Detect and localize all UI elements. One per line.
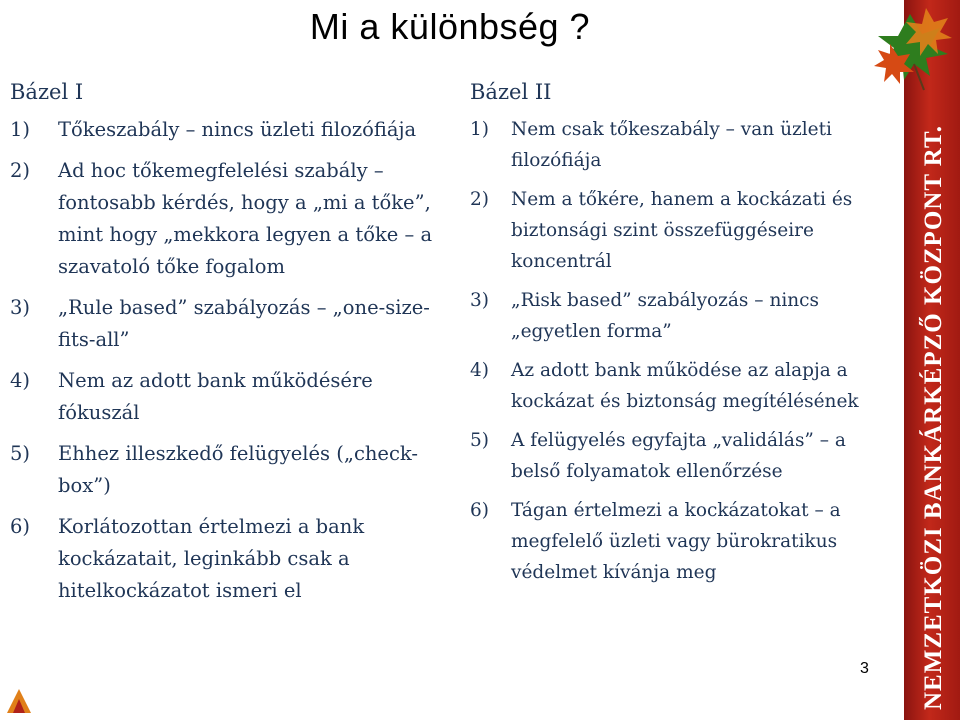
basel-1-item: [10, 114, 440, 146]
item-number: 4): [470, 360, 489, 381]
basel-2-item: [470, 184, 890, 277]
logo-icon: [4, 686, 34, 716]
item-number: 5): [10, 442, 31, 465]
item-text: A felügyelés egyfajta „validálás” – a belső folyamatok ellenőrzése: [511, 430, 846, 482]
basel-1-item: [10, 292, 440, 356]
item-text: Nem az adott bank működésére fókuszál: [58, 369, 373, 424]
item-text: Ehhez illeszkedő felügyelés („check-box”): [58, 442, 418, 497]
item-text: Tágan értelmezi a kockázatokat – a megfelelő üzleti vagy bürokratikus védelmet kívánja meg: [511, 500, 841, 583]
brand-banner: [904, 0, 960, 720]
item-number: 3): [470, 290, 489, 311]
item-text-emphasis: szavatoló tőke fogalom: [58, 255, 285, 278]
item-number: 5): [470, 430, 489, 451]
basel-2-item: [470, 285, 890, 347]
item-number: 4): [10, 369, 31, 392]
item-number: 1): [470, 119, 489, 140]
item-number: 2): [470, 189, 489, 210]
item-text: Tőkeszabály – nincs üzleti filozófiája: [58, 118, 417, 141]
banner-text: NEMZETKÖZI BANKÁRKÉPZŐ KÖZPONT RT.: [920, 124, 947, 710]
item-number: 3): [10, 296, 31, 319]
basel-1-column: [10, 80, 440, 616]
page-number: 3: [860, 660, 869, 677]
basel-1-heading: Bázel I: [10, 80, 84, 104]
item-text: Nem a tőkére, hanem a kockázati és biztonsági szint összefüggéseire koncentrál: [511, 189, 853, 272]
basel-2-item: [470, 425, 890, 487]
basel-2-column: [470, 80, 890, 596]
item-number: 1): [10, 118, 31, 141]
basel-1-item: [10, 365, 440, 429]
item-text: Nem csak tőkeszabály – van üzleti filozófiája: [511, 119, 832, 171]
item-text: „Rule based” szabályozás – „one-size-fits-all”: [58, 296, 430, 351]
basel-2-item: [470, 114, 890, 176]
item-text: [58, 155, 440, 283]
basel-2-item: [470, 355, 890, 417]
basel-2-item: [470, 495, 890, 588]
basel-1-item: [10, 155, 440, 283]
basel-2-heading: Bázel II: [470, 80, 552, 104]
basel-1-item: [10, 438, 440, 502]
autumn-leaves-icon: [870, 4, 954, 94]
slide-title: Mi a különbség ?: [309, 6, 591, 47]
item-text-main: Ad hoc tőkemegfelelési szabály – fontosabb kérdés, hogy a „mi a tőke”, mint hogy „mekkora legyen a tőke – a: [58, 159, 433, 246]
item-number: 6): [10, 515, 31, 538]
item-text: Korlátozottan értelmezi a bank kockázatait, leginkább csak a hitelkockázatot ismeri el: [58, 515, 365, 602]
item-text: Az adott bank működése az alapja a kockázat és biztonság megítélésének: [511, 360, 859, 412]
item-number: 6): [470, 500, 489, 521]
basel-1-item: [10, 511, 440, 607]
item-text: „Risk based” szabályozás – nincs „egyetlen forma”: [511, 290, 820, 342]
item-number: 2): [10, 159, 31, 182]
